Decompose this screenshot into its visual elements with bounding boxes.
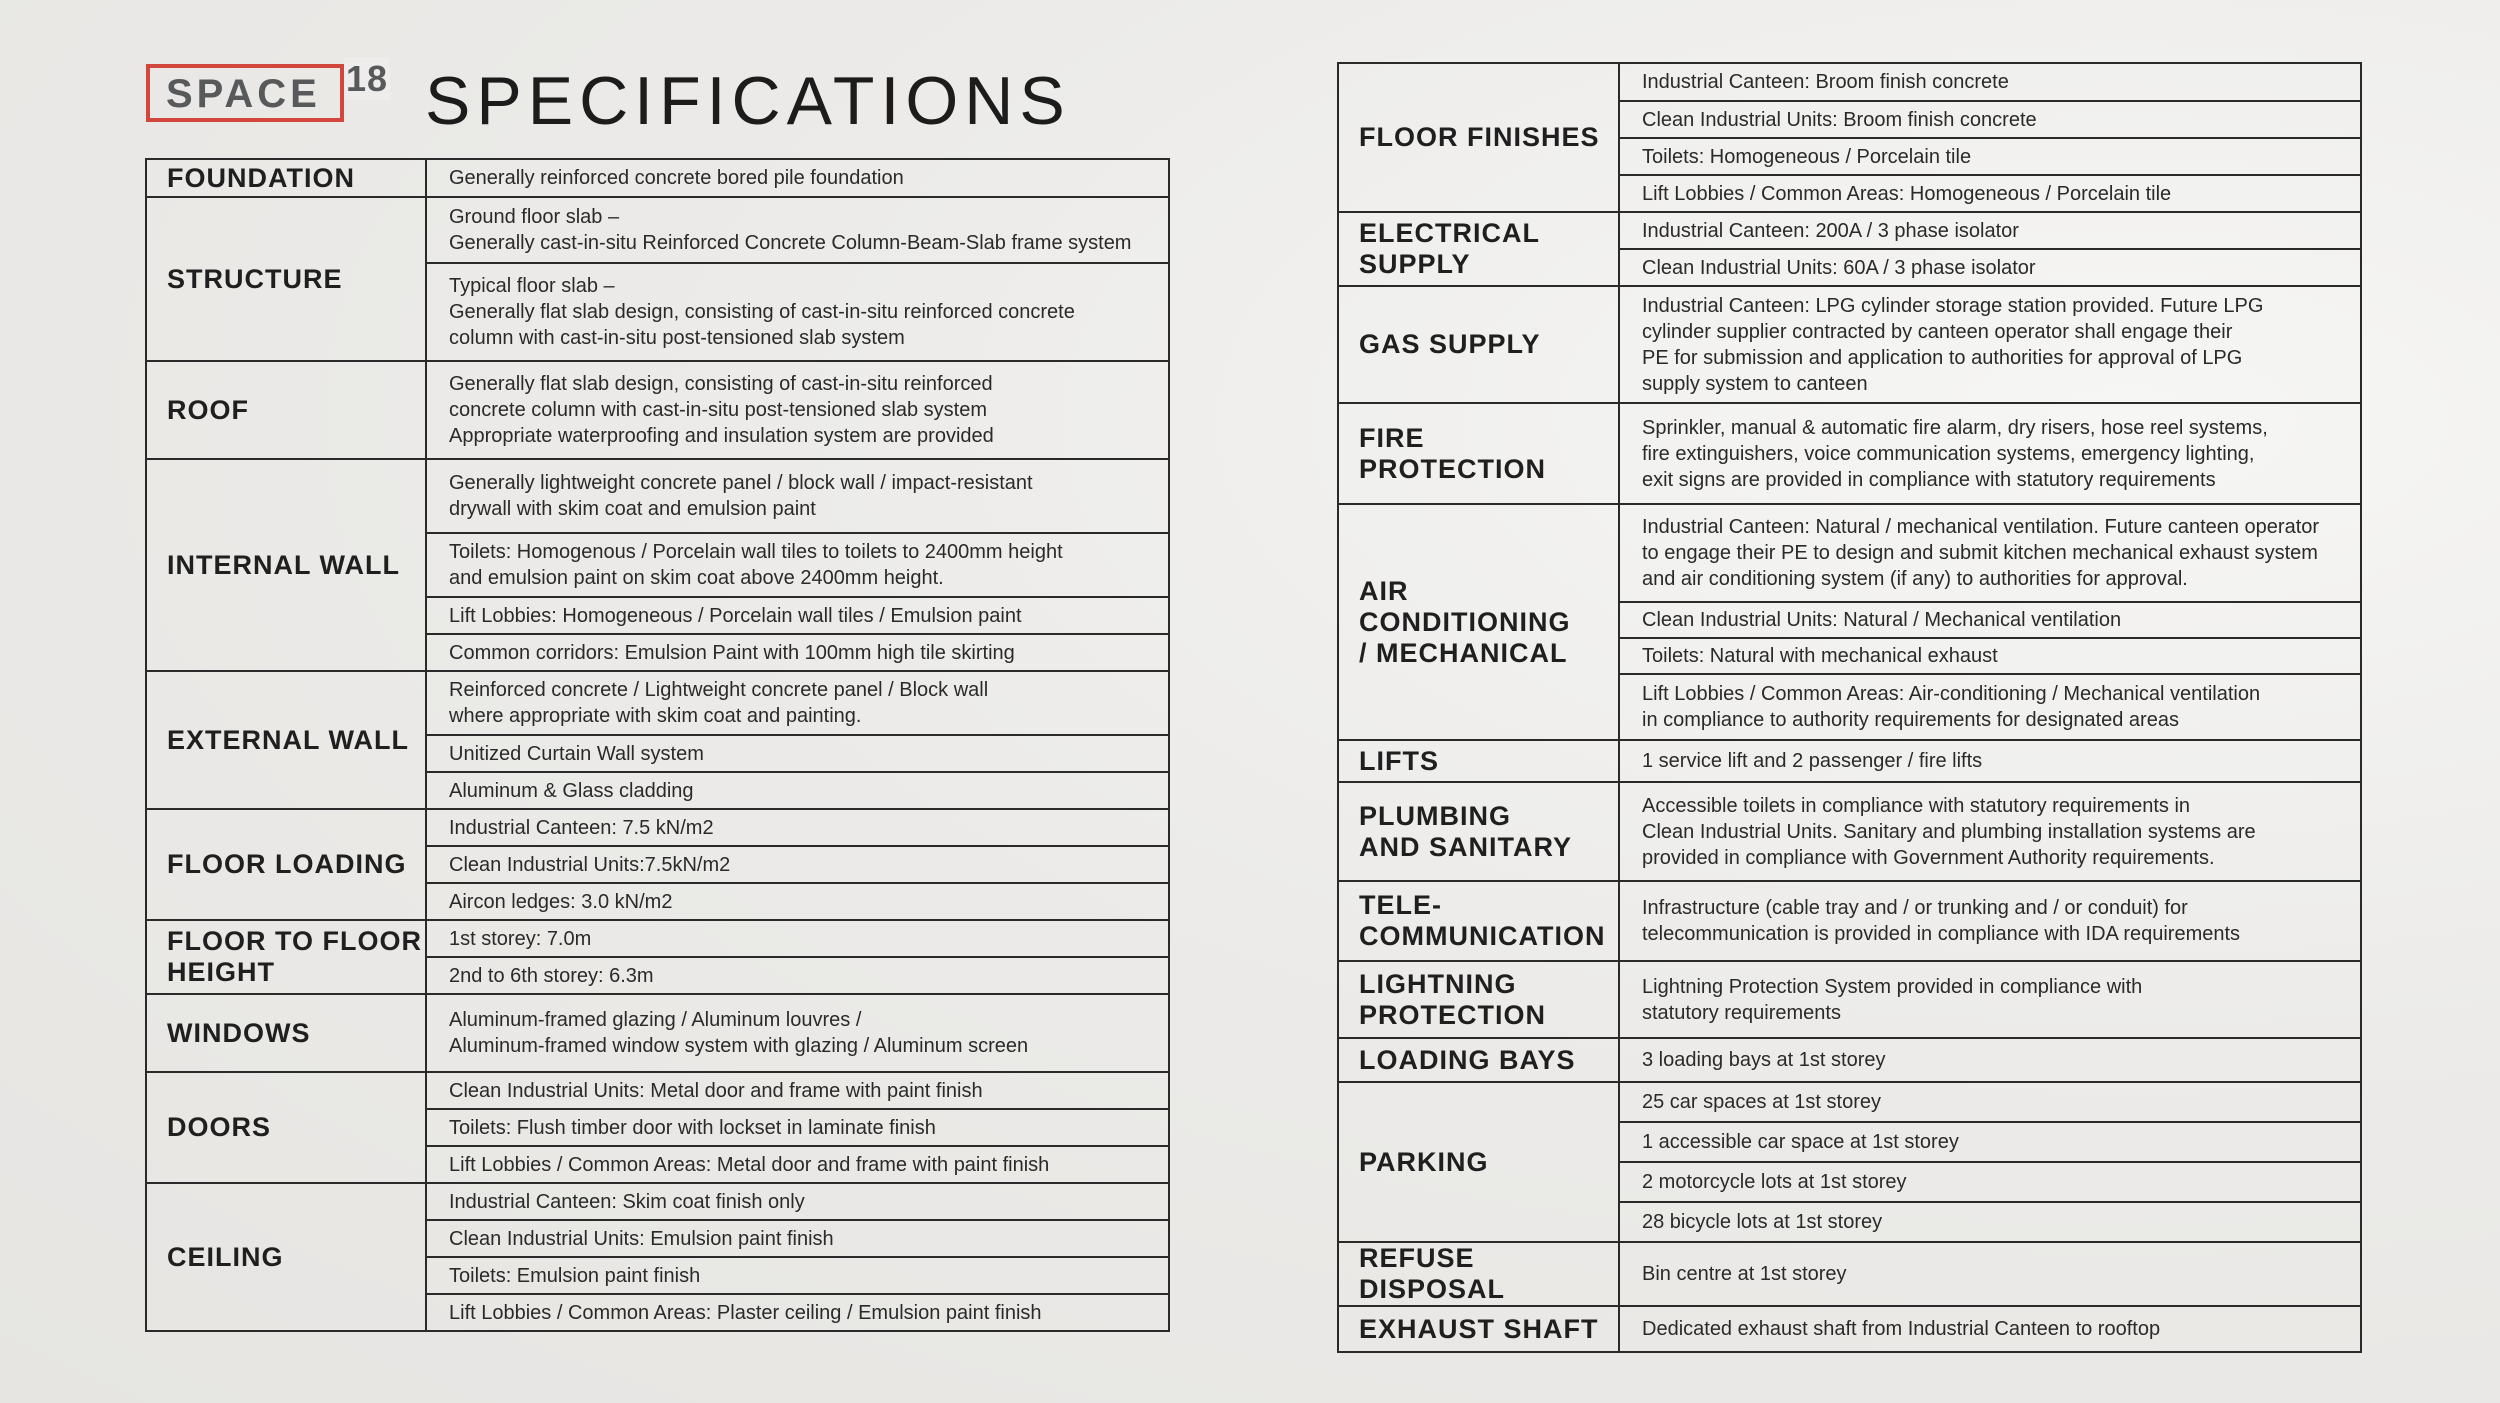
spec-description: Dedicated exhaust shaft from Industrial Canteen to rooftop bbox=[1619, 1306, 2361, 1352]
spec-description: Toilets: Homogenous / Porcelain wall tiles to toilets to 2400mm height and emulsion paint on skim coat above 2400mm height. bbox=[426, 533, 1169, 597]
spec-description: Toilets: Homogeneous / Porcelain tile bbox=[1619, 138, 2361, 175]
category-foundation: FOUNDATION bbox=[146, 159, 426, 197]
spec-description: Reinforced concrete / Lightweight concrete panel / Block wall where appropriate with skim coat and painting. bbox=[426, 671, 1169, 735]
category-fire-protection: FIRE PROTECTION bbox=[1338, 403, 1619, 504]
spec-description: Clean Industrial Units: Emulsion paint finish bbox=[426, 1220, 1169, 1257]
spec-description: Clean Industrial Units: 60A / 3 phase isolator bbox=[1619, 249, 2361, 286]
spec-description: Clean Industrial Units: Natural / Mechanical ventilation bbox=[1619, 602, 2361, 638]
spec-row bbox=[1338, 504, 2361, 602]
spec-description: Lightning Protection System provided in compliance with statutory requirements bbox=[1619, 961, 2361, 1038]
category-gas-supply: GAS SUPPLY bbox=[1338, 286, 1619, 403]
spec-row bbox=[146, 1183, 1169, 1220]
spec-row bbox=[146, 197, 1169, 263]
spec-row bbox=[1338, 63, 2361, 101]
spec-row bbox=[1338, 1242, 2361, 1306]
category-floor-finishes: FLOOR FINISHES bbox=[1338, 63, 1619, 212]
category-internal-wall: INTERNAL WALL bbox=[146, 459, 426, 671]
spec-row bbox=[1338, 1038, 2361, 1082]
spec-description: Ground floor slab – Generally cast-in-situ Reinforced Concrete Column-Beam-Slab frame system bbox=[426, 197, 1169, 263]
spec-description: Industrial Canteen: Skim coat finish only bbox=[426, 1183, 1169, 1220]
category-roof: ROOF bbox=[146, 361, 426, 459]
spec-description: 2nd to 6th storey: 6.3m bbox=[426, 957, 1169, 994]
category-windows: WINDOWS bbox=[146, 994, 426, 1072]
spec-description: Infrastructure (cable tray and / or trunking and / or conduit) for telecommunication is provided in compliance with IDA requirements bbox=[1619, 881, 2361, 961]
spec-description: Aluminum & Glass cladding bbox=[426, 772, 1169, 809]
spec-row bbox=[146, 920, 1169, 957]
spec-description: Clean Industrial Units:7.5kN/m2 bbox=[426, 846, 1169, 883]
spec-table-left bbox=[145, 158, 1170, 1332]
spec-description: Lift Lobbies / Common Areas: Homogeneous / Porcelain tile bbox=[1619, 175, 2361, 212]
category-lightning-protection: LIGHTNING PROTECTION bbox=[1338, 961, 1619, 1038]
page-title: SPECIFICATIONS bbox=[425, 63, 1071, 139]
spec-description: 1st storey: 7.0m bbox=[426, 920, 1169, 957]
spec-row bbox=[146, 361, 1169, 459]
category-doors: DOORS bbox=[146, 1072, 426, 1183]
spec-row bbox=[1338, 740, 2361, 782]
spec-description: Industrial Canteen: Broom finish concrete bbox=[1619, 63, 2361, 101]
spec-description: Unitized Curtain Wall system bbox=[426, 735, 1169, 772]
category-refuse-disposal: REFUSE DISPOSAL bbox=[1338, 1242, 1619, 1306]
spec-description: Generally flat slab design, consisting of cast-in-situ reinforced concrete column with cast-in-situ post-tensioned slab system Appropriate waterproofing and insulation system are provided bbox=[426, 361, 1169, 459]
spec-description: Industrial Canteen: LPG cylinder storage station provided. Future LPG cylinder supplier contracted by canteen operator shall engage their PE for submission and application to authorities for approval of LPG supply system to canteen bbox=[1619, 286, 2361, 403]
spec-row bbox=[146, 809, 1169, 846]
category-external-wall: EXTERNAL WALL bbox=[146, 671, 426, 809]
spec-description: Lift Lobbies / Common Areas: Plaster ceiling / Emulsion paint finish bbox=[426, 1294, 1169, 1331]
spec-table-right bbox=[1337, 62, 2362, 1353]
spec-row bbox=[1338, 403, 2361, 504]
spec-description: Industrial Canteen: 7.5 kN/m2 bbox=[426, 809, 1169, 846]
spec-description: 28 bicycle lots at 1st storey bbox=[1619, 1202, 2361, 1242]
spec-row bbox=[146, 671, 1169, 735]
category-plumbing-and-sanitary: PLUMBING AND SANITARY bbox=[1338, 782, 1619, 881]
spec-description: 2 motorcycle lots at 1st storey bbox=[1619, 1162, 2361, 1202]
logo-number: 18 bbox=[346, 58, 389, 99]
spec-description: Industrial Canteen: 200A / 3 phase isolator bbox=[1619, 212, 2361, 249]
spec-description: Industrial Canteen: Natural / mechanical ventilation. Future canteen operator to engage their PE to design and submit kitchen mechanical exhaust system and air conditioning system (if any) to authorities for approval. bbox=[1619, 504, 2361, 602]
category-floor-loading: FLOOR LOADING bbox=[146, 809, 426, 920]
spec-description: Clean Industrial Units: Broom finish concrete bbox=[1619, 101, 2361, 138]
spec-description: Lift Lobbies / Common Areas: Metal door and frame with paint finish bbox=[426, 1146, 1169, 1183]
spec-row bbox=[146, 459, 1169, 533]
spec-description: Toilets: Emulsion paint finish bbox=[426, 1257, 1169, 1294]
spec-row bbox=[1338, 881, 2361, 961]
spec-row bbox=[1338, 1082, 2361, 1122]
spec-description: Lift Lobbies: Homogeneous / Porcelain wall tiles / Emulsion paint bbox=[426, 597, 1169, 634]
spec-row bbox=[146, 159, 1169, 197]
spec-description: Toilets: Flush timber door with lockset in laminate finish bbox=[426, 1109, 1169, 1146]
category-parking: PARKING bbox=[1338, 1082, 1619, 1242]
spec-row bbox=[1338, 212, 2361, 249]
spec-description: Toilets: Natural with mechanical exhaust bbox=[1619, 638, 2361, 674]
spec-description: 1 accessible car space at 1st storey bbox=[1619, 1122, 2361, 1162]
spec-description: Accessible toilets in compliance with statutory requirements in Clean Industrial Units. Sanitary and plumbing installation systems are provided in compliance with Government Authority requirements. bbox=[1619, 782, 2361, 881]
spec-description: Generally lightweight concrete panel / block wall / impact-resistant drywall with skim coat and emulsion paint bbox=[426, 459, 1169, 533]
spec-description: Bin centre at 1st storey bbox=[1619, 1242, 2361, 1306]
spec-row bbox=[146, 1072, 1169, 1109]
spec-description: Aircon ledges: 3.0 kN/m2 bbox=[426, 883, 1169, 920]
category-floor-to-floor-height: FLOOR TO FLOOR HEIGHT bbox=[146, 920, 426, 994]
space18-logo bbox=[146, 58, 389, 126]
category-tele-communication: TELE- COMMUNICATION bbox=[1338, 881, 1619, 961]
category-air-conditioning-mechanical: AIR CONDITIONING / MECHANICAL bbox=[1338, 504, 1619, 740]
category-structure: STRUCTURE bbox=[146, 197, 426, 361]
spec-row bbox=[146, 994, 1169, 1072]
spec-description: Typical floor slab – Generally flat slab design, consisting of cast-in-situ reinforced concrete column with cast-in-situ post-tensioned slab system bbox=[426, 263, 1169, 361]
spec-description: 3 loading bays at 1st storey bbox=[1619, 1038, 2361, 1082]
spec-description: 25 car spaces at 1st storey bbox=[1619, 1082, 2361, 1122]
spec-row bbox=[1338, 782, 2361, 881]
spec-description: Clean Industrial Units: Metal door and frame with paint finish bbox=[426, 1072, 1169, 1109]
spec-description: Generally reinforced concrete bored pile foundation bbox=[426, 159, 1169, 197]
spec-row bbox=[1338, 961, 2361, 1038]
category-exhaust-shaft: EXHAUST SHAFT bbox=[1338, 1306, 1619, 1352]
spec-description: Lift Lobbies / Common Areas: Air-conditioning / Mechanical ventilation in compliance to authority requirements for designated areas bbox=[1619, 674, 2361, 740]
spec-description: Common corridors: Emulsion Paint with 100mm high tile skirting bbox=[426, 634, 1169, 671]
spec-row bbox=[1338, 1306, 2361, 1352]
category-loading-bays: LOADING BAYS bbox=[1338, 1038, 1619, 1082]
spec-description: Sprinkler, manual & automatic fire alarm, dry risers, hose reel systems, fire extinguishers, voice communication systems, emergency lighting, exit signs are provided in compliance with statutory requirements bbox=[1619, 403, 2361, 504]
category-ceiling: CEILING bbox=[146, 1183, 426, 1331]
spec-row bbox=[1338, 286, 2361, 403]
logo-word: SPACE bbox=[166, 72, 321, 116]
spec-description: Aluminum-framed glazing / Aluminum louvres / Aluminum-framed window system with glazing / Aluminum screen bbox=[426, 994, 1169, 1072]
category-lifts: LIFTS bbox=[1338, 740, 1619, 782]
spec-description: 1 service lift and 2 passenger / fire lifts bbox=[1619, 740, 2361, 782]
category-electrical-supply: ELECTRICAL SUPPLY bbox=[1338, 212, 1619, 286]
